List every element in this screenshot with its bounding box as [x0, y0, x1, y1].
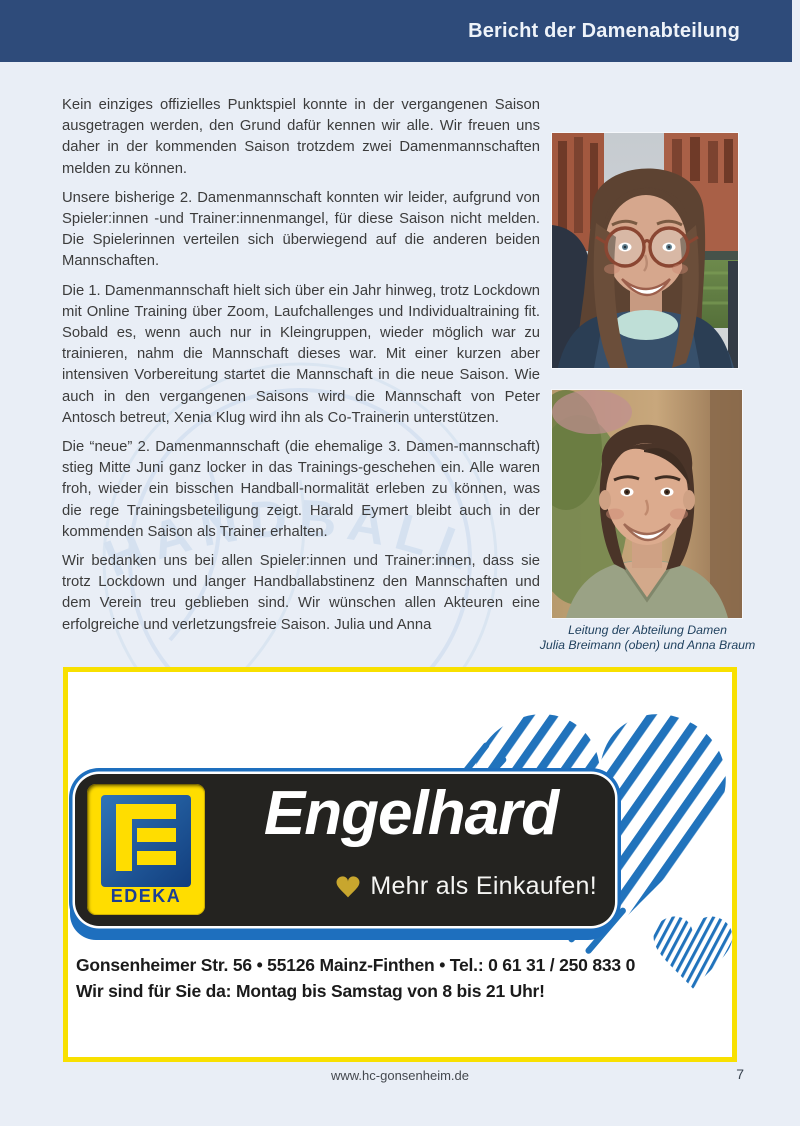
ad-hours-line: Wir sind für Sie da: Montag bis Samstag von 8 bis 21 Uhr!: [76, 981, 545, 1001]
heart-small-scribble-icon: [648, 912, 738, 994]
tagline-text: Mehr als Einkaufen!: [370, 872, 597, 900]
edeka-banner: [75, 774, 615, 926]
photo-caption-line2: Julia Breimann (oben) und Anna Braum: [539, 637, 756, 652]
page-header-bar: [0, 0, 792, 62]
article-body: [62, 95, 540, 644]
article-paragraph: Wir bedanken uns bei allen Spieler:innen und Trainer:innen, dass sie trotz Lockdown und langer Handballabstinenz den Mannschaften und dem Verein treu geblieben sind. Wir wünschen allen Akteuren eine erfolgreiche und verletzungsfreie Saison. Julia und Anna: [62, 553, 540, 633]
article-paragraph: Die “neue” 2. Damenmannschaft (die ehemalige 3. Damen-mannschaft) stieg Mitte Juni ganz locker in das Trainings-geschehen ein. Alle waren froh, wieder ein bisschen Handball-normalität erleben zu können, was die rege Trainingsbeteiligung zeigt. Harald Eymert bleibt auch in der kommenden Saison als Trainer erhalten.: [62, 439, 540, 540]
edeka-banner-plate: [75, 774, 615, 926]
tagline: [335, 872, 597, 901]
page-number: 7: [736, 1066, 744, 1082]
page-title: Bericht der Damenabteilung: [468, 19, 740, 42]
gold-heart-icon: [335, 875, 361, 899]
article-paragraph: Die 1. Damenmannschaft hielt sich über ein Jahr hinweg, trotz Lockdown mit Online Training über Zoom, Laufchallenges und Individualtraining fit. Sobald es, wenn auch nur in Kleingruppen, wieder möglich war zu trainieren, nahm die Mannschaft dieses war. Mit einer kurzen aber intensiven Vorbereitung startet die Mannschaft in die neue Saison. Wie auch in den vergangenen Saisons wird die Mannschaft von Peter Antosch betreut, Xenia Klug wird ihn als Co-Trainerin unterstützen.: [62, 282, 540, 426]
watermark-text: HANDBALL: [96, 489, 488, 589]
edeka-advertisement: [63, 667, 737, 1062]
edeka-logo: [87, 784, 205, 915]
edeka-e-icon: [101, 795, 191, 887]
ad-address-line: Gonsenheimer Str. 56 • 55126 Mainz-Finthen • Tel.: 0 61 31 / 250 833 0: [76, 955, 636, 975]
article-paragraph: Kein einziges offizielles Punktspiel konnte in der vergangenen Saison ausgetragen werden, den Grund dafür kennen wir alle. Wir freuen uns daher in der kommenden Saison trotzdem zwei Damenmannschaften melden zu können.: [62, 97, 540, 177]
brand-name: Engelhard: [263, 779, 559, 848]
article-paragraph: Unsere bisherige 2. Damenmannschaft konnten wir leider, aufgrund von Spieler:innen -und Trainer:innenmangel, für diese Saison nicht melden. Die Spielerinnen verteilen sich überwiegend auf die anderen beiden Mannschaften.: [62, 189, 540, 270]
ad-contact-info: [76, 952, 635, 1004]
photo-caption-line1: Leitung der Abteilung Damen: [568, 623, 727, 637]
photo-julia-breimann: [552, 133, 738, 368]
footer-website-url: www.hc-gonsenheim.de: [330, 1068, 470, 1083]
photo-caption: [535, 623, 760, 652]
photo-anna-braum: [552, 390, 742, 618]
edeka-wordmark: EDEKA: [110, 886, 182, 906]
